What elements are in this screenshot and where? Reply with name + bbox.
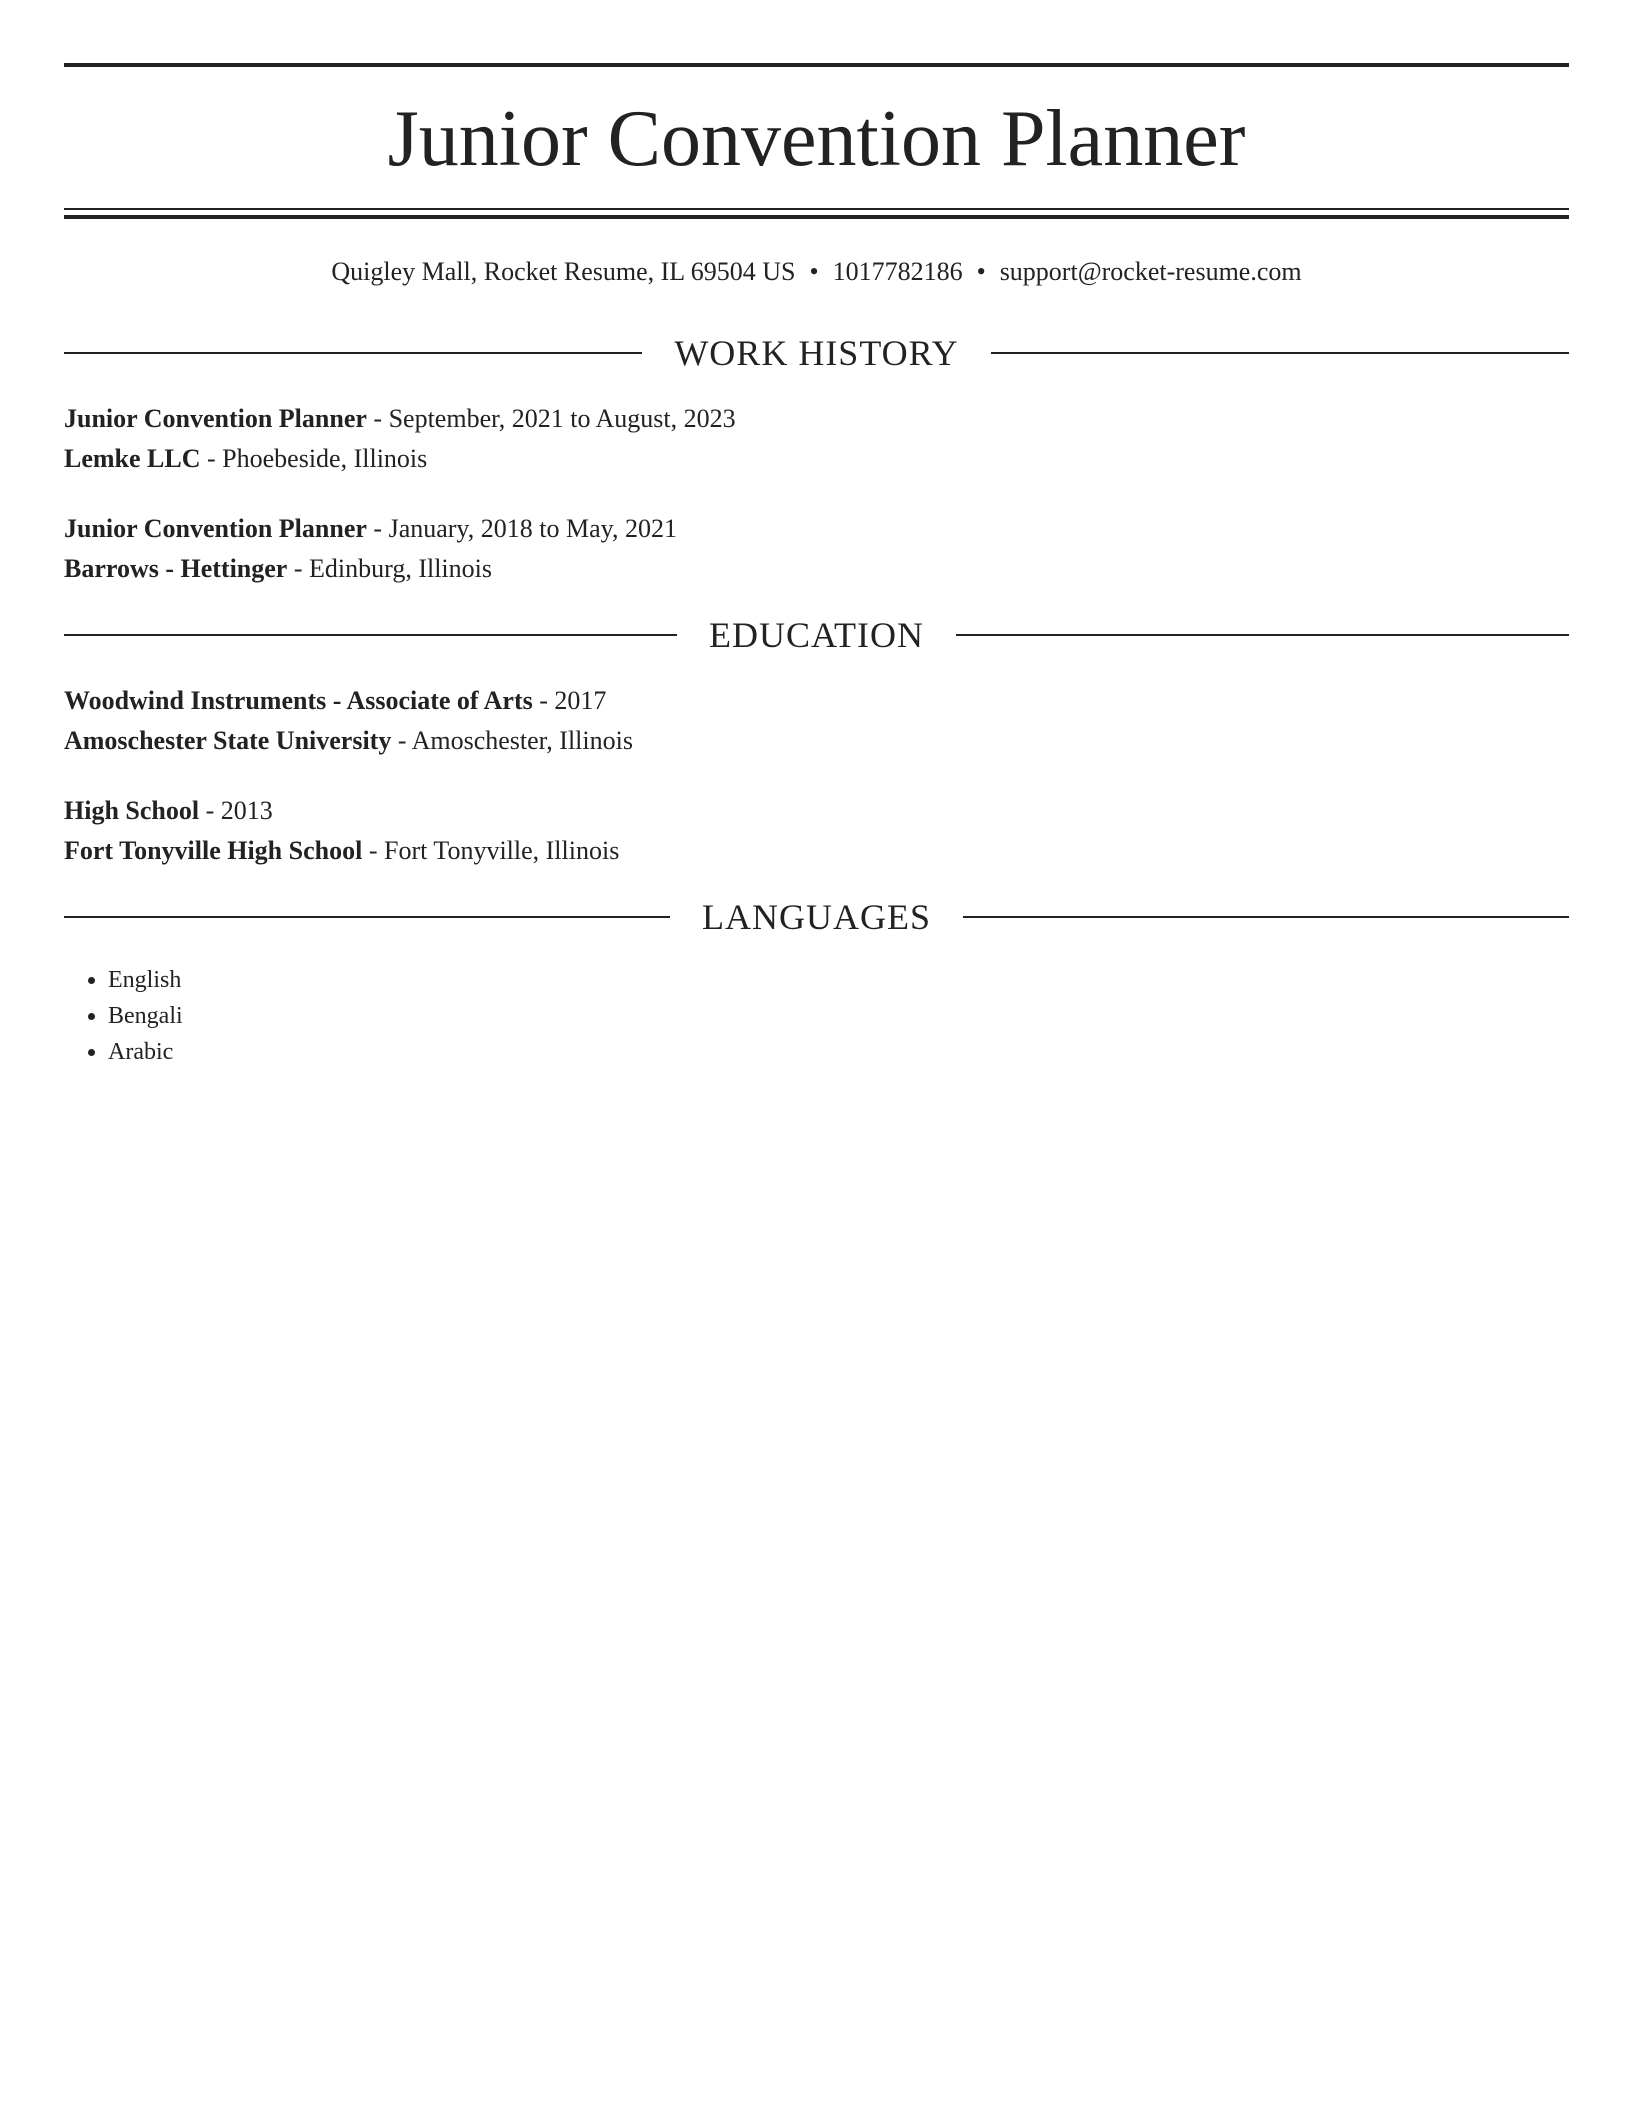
school-location: Fort Tonyville, Illinois — [384, 836, 620, 865]
language-item: • Arabic — [108, 1034, 183, 1070]
education-degree-line — [64, 681, 1569, 721]
work-entry — [64, 399, 1569, 479]
contact-separator: • — [976, 257, 986, 286]
work-entry-role-line — [64, 509, 1569, 549]
graduation-year: 2013 — [220, 796, 273, 825]
top-rule — [64, 63, 1569, 67]
degree: Woodwind Instruments - Associate of Arts — [64, 686, 533, 715]
title-underline-thin — [64, 208, 1569, 210]
heading-rule-right — [956, 634, 1569, 636]
work-history-heading — [64, 329, 1569, 377]
job-dates: January, 2018 to May, 2021 — [388, 514, 677, 543]
dash: - — [539, 686, 548, 715]
heading-rule-right — [963, 916, 1569, 918]
school-location: Amoschester, Illinois — [411, 726, 633, 755]
school-name: Fort Tonyville High School — [64, 836, 363, 865]
contact-line — [64, 254, 1569, 290]
education-entry — [64, 791, 1569, 871]
education-school-line — [64, 831, 1569, 871]
heading-rule-left — [64, 634, 677, 636]
degree: High School — [64, 796, 200, 825]
work-entry-company-line — [64, 439, 1569, 479]
dash: - — [397, 726, 407, 755]
dash: - — [368, 836, 378, 865]
job-role: Junior Convention Planner — [64, 404, 367, 433]
dash: - — [373, 514, 383, 543]
graduation-year: 2017 — [554, 686, 607, 715]
section-title: EDUCATION — [709, 615, 924, 655]
company-location: Phoebeside, Illinois — [222, 444, 428, 473]
heading-rule-right — [991, 352, 1569, 354]
contact-separator: • — [809, 257, 819, 286]
company-name: Barrows - Hettinger — [64, 554, 288, 583]
title-underline-thick — [64, 215, 1569, 219]
heading-rule-left — [64, 352, 642, 354]
contact-phone: 1017782186 — [832, 257, 963, 286]
language-item: • Bengali — [108, 998, 183, 1034]
heading-rule-left — [64, 916, 670, 918]
languages-heading — [64, 893, 1569, 941]
languages-list — [64, 962, 183, 1070]
job-dates: September, 2021 to August, 2023 — [388, 404, 736, 433]
contact-email: support@rocket-resume.com — [999, 257, 1302, 286]
education-degree-line — [64, 791, 1569, 831]
work-entry-company-line — [64, 549, 1569, 589]
resume-title: Junior Convention Planner — [387, 95, 1246, 183]
education-heading — [64, 611, 1569, 659]
job-role: Junior Convention Planner — [64, 514, 367, 543]
dash: - — [293, 554, 303, 583]
dash: - — [373, 404, 383, 433]
contact-address: Quigley Mall, Rocket Resume, IL 69504 US — [331, 257, 796, 286]
education-entry — [64, 681, 1569, 761]
dash: - — [205, 796, 215, 825]
education-school-line — [64, 721, 1569, 761]
company-location: Edinburg, Illinois — [309, 554, 492, 583]
section-title: WORK HISTORY — [674, 333, 959, 373]
dash: - — [207, 444, 216, 473]
company-name: Lemke LLC — [64, 444, 201, 473]
school-name: Amoschester State University — [64, 726, 392, 755]
section-title: LANGUAGES — [702, 897, 931, 937]
language-item: • English — [108, 962, 183, 998]
work-entry-role-line — [64, 399, 1569, 439]
work-entry — [64, 509, 1569, 589]
